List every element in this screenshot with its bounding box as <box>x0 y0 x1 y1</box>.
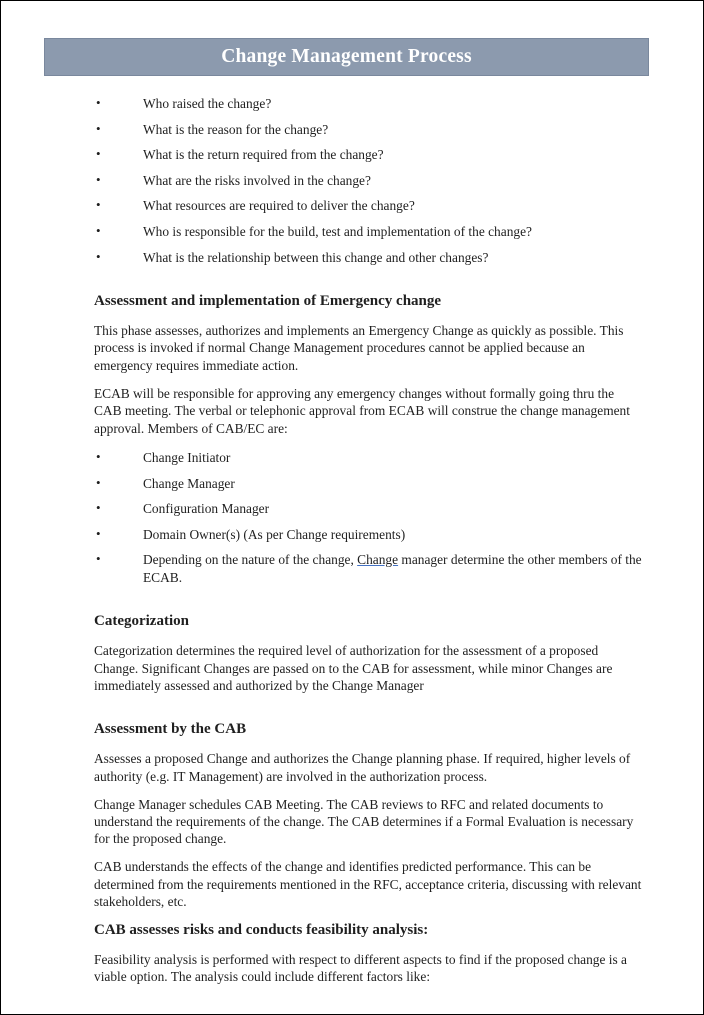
section-heading-emergency-change: Assessment and implementation of Emergency change <box>94 292 442 309</box>
list-item-text: Change Initiator <box>143 449 231 465</box>
list-item <box>94 197 643 214</box>
list-item-text: Change Manager <box>143 475 235 491</box>
paragraph: Assesses a proposed Change and authorizes the Change planning phase. If required, higher levels of authority (e.g. IT Management) are involved in the authorization process. <box>94 751 631 784</box>
list-item-text: Configuration Manager <box>143 501 270 517</box>
list-item-text-post: manager determine the other members of the ECAB. <box>143 552 642 585</box>
paragraph: Change Manager schedules CAB Meeting. The CAB reviews to RFC and related documents to understand the requirements of the change. The CAB determines if a Formal Evaluation is necessary for the proposed change. <box>94 796 634 847</box>
list-item-text: What are the risks involved in the change? <box>143 172 371 188</box>
list-item-text: Who raised the change? <box>143 96 272 111</box>
list-item-text: What resources are required to deliver the change? <box>143 198 415 214</box>
list-item <box>94 146 643 163</box>
paragraph: This phase assesses, authorizes and implements an Emergency Change as quickly as possible. This process is invoked if normal Change Management procedures cannot be applied because an emergency requires immediate action. <box>94 322 624 373</box>
section-heading-categorization: Categorization <box>94 613 189 630</box>
list-item <box>94 249 643 266</box>
bullet-icon: • <box>96 474 101 490</box>
list-item-text <box>143 552 642 584</box>
bullet-icon: • <box>96 525 101 541</box>
bullet-icon: • <box>96 171 101 187</box>
list-item-text-pre: Depending on the nature of the change, <box>143 552 358 568</box>
paragraph: Categorization determines the required level of authorization for the assessment of a proposed Change. Significant Changes are passed on to the CAB for assessment, while minor Changes are immediately assessed and authorized by the Change Manager <box>94 643 613 693</box>
bullet-icon: • <box>96 551 101 567</box>
bullet-icon: • <box>96 120 101 136</box>
section-heading-feasibility-analysis: CAB assesses risks and conducts feasibility analysis: <box>94 922 429 939</box>
document-content <box>94 95 643 986</box>
list-item-text: What is the return required from the change? <box>143 147 384 163</box>
list-item <box>94 223 643 240</box>
list-item-text: What is the relationship between this change and other changes? <box>143 249 489 265</box>
change-link[interactable]: Change <box>357 552 399 568</box>
list-item <box>94 526 643 543</box>
bullet-icon: • <box>96 146 101 162</box>
section-heading-assessment-by-cab: Assessment by the CAB <box>94 721 247 738</box>
list-item <box>94 475 643 492</box>
list-item <box>94 121 643 138</box>
list-item <box>94 95 643 112</box>
bullet-icon: • <box>96 448 101 464</box>
bullet-icon: • <box>96 197 101 213</box>
document-title-bar <box>44 38 649 76</box>
list-item <box>94 551 643 586</box>
document-title: Change Management Process <box>221 46 472 67</box>
bullet-icon: • <box>96 222 101 238</box>
bullet-icon: • <box>96 248 101 264</box>
list-item <box>94 500 643 517</box>
bullet-icon: • <box>96 95 101 110</box>
bullet-icon: • <box>96 500 101 516</box>
paragraph: ECAB will be responsible for approving any emergency changes without formally going thru the CAB meeting. The verbal or telephonic approval from ECAB will construe the change management approval. Members of CAB/EC are: <box>94 385 630 436</box>
list-item-text: Domain Owner(s) (As per Change requirements) <box>143 526 406 542</box>
list-item-text: Who is responsible for the build, test and implementation of the change? <box>143 223 532 239</box>
question-list <box>94 95 643 266</box>
list-item <box>94 449 643 466</box>
paragraph: CAB understands the effects of the change and identifies predicted performance. This can be determined from the requirements mentioned in the RFC, acceptance criteria, discussing with relevant stakeholders, etc. <box>94 859 642 910</box>
list-item <box>94 172 643 189</box>
paragraph: Feasibility analysis is performed with respect to different aspects to find if the proposed change is a viable option. The analysis could include different factors like: <box>94 952 628 985</box>
list-item-text: What is the reason for the change? <box>143 121 329 137</box>
cab-ec-members-list <box>94 449 643 586</box>
